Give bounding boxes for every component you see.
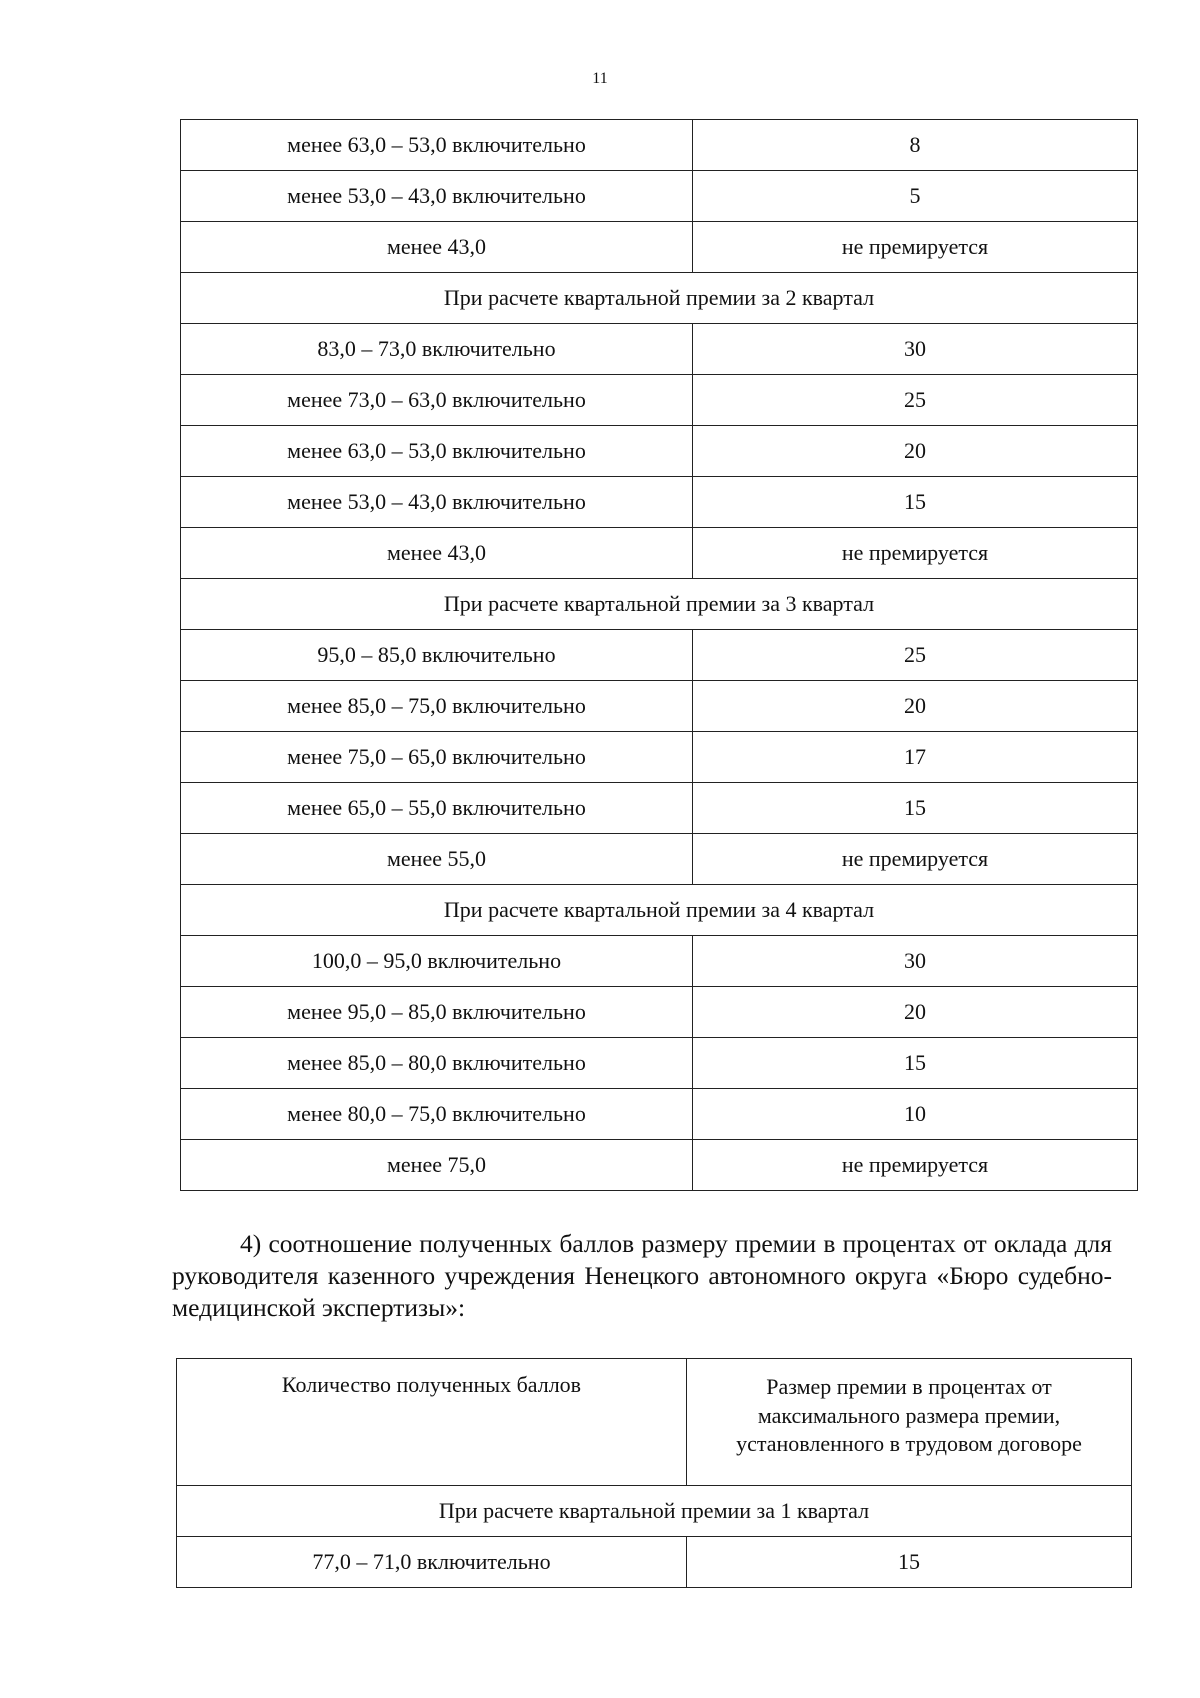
points-range-cell: 77,0 – 71,0 включительно <box>177 1537 687 1588</box>
section-heading-cell: При расчете квартальной премии за 2 квартал <box>181 273 1138 324</box>
bonus-value-cell: 30 <box>693 324 1138 375</box>
table-row <box>181 426 1138 477</box>
bonus-value-cell: 25 <box>693 630 1138 681</box>
points-range-cell: менее 63,0 – 53,0 включительно <box>181 426 693 477</box>
table-row <box>181 783 1138 834</box>
points-range-cell: менее 55,0 <box>181 834 693 885</box>
points-range-cell: менее 63,0 – 53,0 включительно <box>181 120 693 171</box>
points-range-cell: 100,0 – 95,0 включительно <box>181 936 693 987</box>
section-heading-cell: При расчете квартальной премии за 3 квартал <box>181 579 1138 630</box>
points-range-cell: менее 85,0 – 75,0 включительно <box>181 681 693 732</box>
director-bonus-table <box>176 1358 1132 1588</box>
page-number: 11 <box>592 70 608 87</box>
table-row <box>181 681 1138 732</box>
table-row <box>181 1038 1138 1089</box>
header-points-count: Количество полученных баллов <box>177 1359 687 1486</box>
bonus-value-cell: не премируется <box>693 528 1138 579</box>
points-range-cell: менее 95,0 – 85,0 включительно <box>181 987 693 1038</box>
bonus-value-cell: 20 <box>693 987 1138 1038</box>
table-section-row <box>181 273 1138 324</box>
points-range-cell: менее 65,0 – 55,0 включительно <box>181 783 693 834</box>
section-4-paragraph: 4) соотношение полученных баллов размеру премии в процентах от оклада для руководителя казенного учреждения Ненецкого автономного округа «Бюро судебно-медицинской экспертизы»: <box>172 1229 1112 1322</box>
table-row <box>181 324 1138 375</box>
table-row <box>181 375 1138 426</box>
points-range-cell: менее 75,0 <box>181 1140 693 1191</box>
table-row <box>181 1089 1138 1140</box>
table-row <box>181 630 1138 681</box>
points-range-cell: менее 43,0 <box>181 222 693 273</box>
bonus-table-continued <box>180 119 1138 1191</box>
bonus-value-cell: 20 <box>693 681 1138 732</box>
table-row <box>181 732 1138 783</box>
bonus-value-cell: 17 <box>693 732 1138 783</box>
bonus-value-cell: 8 <box>693 120 1138 171</box>
table-section-row <box>181 579 1138 630</box>
bonus-value-cell: 10 <box>693 1089 1138 1140</box>
table-row <box>177 1537 1132 1588</box>
table-row <box>181 120 1138 171</box>
bonus-value-cell: 5 <box>693 171 1138 222</box>
table-row <box>181 171 1138 222</box>
bonus-value-cell: 15 <box>693 1038 1138 1089</box>
section-quarter-1: При расчете квартальной премии за 1 квартал <box>177 1486 1132 1537</box>
table-section-row <box>181 885 1138 936</box>
table-header-row <box>177 1359 1132 1486</box>
table-row <box>181 528 1138 579</box>
table-row <box>181 936 1138 987</box>
bonus-value-cell: не премируется <box>693 222 1138 273</box>
section-heading-cell: При расчете квартальной премии за 4 квартал <box>181 885 1138 936</box>
points-range-cell: менее 85,0 – 80,0 включительно <box>181 1038 693 1089</box>
table-row <box>181 222 1138 273</box>
bonus-value-cell: 15 <box>693 783 1138 834</box>
points-range-cell: менее 53,0 – 43,0 включительно <box>181 477 693 528</box>
points-range-cell: 95,0 – 85,0 включительно <box>181 630 693 681</box>
bonus-value-cell: 20 <box>693 426 1138 477</box>
points-range-cell: менее 43,0 <box>181 528 693 579</box>
bonus-value-cell: 25 <box>693 375 1138 426</box>
points-range-cell: менее 73,0 – 63,0 включительно <box>181 375 693 426</box>
points-range-cell: менее 75,0 – 65,0 включительно <box>181 732 693 783</box>
points-range-cell: менее 80,0 – 75,0 включительно <box>181 1089 693 1140</box>
bonus-value-cell: 15 <box>687 1537 1132 1588</box>
table-row <box>181 834 1138 885</box>
table-section-row <box>177 1486 1132 1537</box>
bonus-table-body <box>181 120 1138 1191</box>
bonus-value-cell: 30 <box>693 936 1138 987</box>
bonus-value-cell: 15 <box>693 477 1138 528</box>
points-range-cell: 83,0 – 73,0 включительно <box>181 324 693 375</box>
bonus-value-cell: не премируется <box>693 1140 1138 1191</box>
bonus-value-cell: не премируется <box>693 834 1138 885</box>
header-bonus-percent: Размер премии в процентах от максимального размера премии, установленного в трудовом договоре <box>687 1359 1132 1486</box>
points-range-cell: менее 53,0 – 43,0 включительно <box>181 171 693 222</box>
table-row <box>181 987 1138 1038</box>
table-row <box>181 1140 1138 1191</box>
table-row <box>181 477 1138 528</box>
